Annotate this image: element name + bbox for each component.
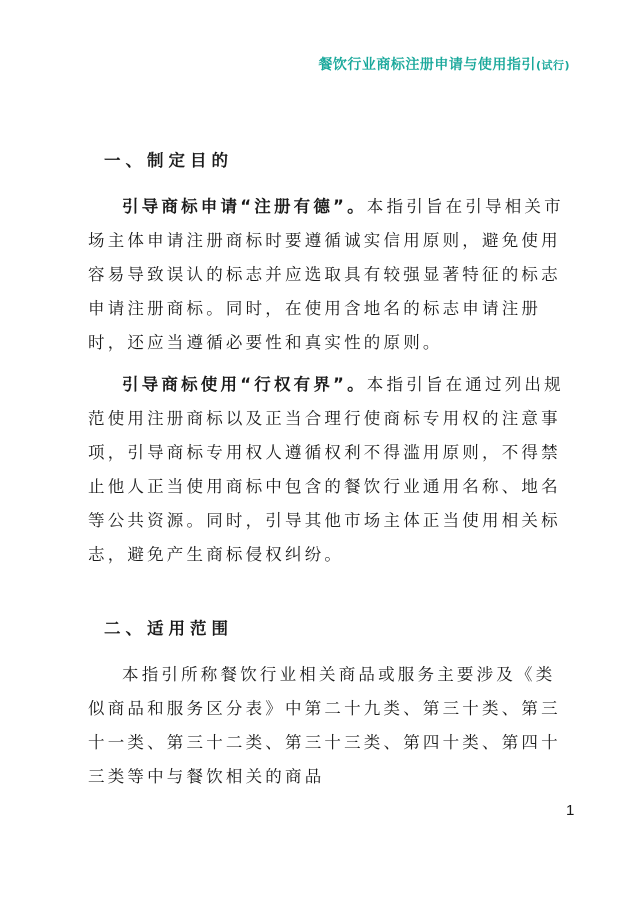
paragraph-text: 本指引所称餐饮行业相关商品或服务主要涉及《类似商品和服务区分表》中第二十九类、第三十类、第三十一类、第三十二类、第三十三类、第四十类、第四十三类等中与餐饮相关的商品 xyxy=(88,665,561,786)
header-suffix: (试行) xyxy=(535,59,570,72)
paragraph-text: 本指引旨在引导相关市场主体申请注册商标时要遵循诚实信用原则，避免使用容易导致误认的标志并应选取具有较强显著特征的标志申请注册商标。同时，在使用含地名的标志申请注册时，还应当遵循必要性和真实性的原则。 xyxy=(88,197,564,352)
paragraph-registration-guidance xyxy=(88,190,568,360)
running-header xyxy=(318,54,570,74)
paragraph-usage-guidance xyxy=(88,368,568,572)
paragraph-text: 本指引旨在通过列出规范使用注册商标以及正当合理行使商标专用权的注意事项，引导商标专用权人遵循权利不得滥用原则，不得禁止他人正当使用商标中包含的餐饮行业通用名称、地名等公共资源。同时，引导其他市场主体正当使用相关标志，避免产生商标侵权纠纷。 xyxy=(88,375,564,564)
paragraph-scope xyxy=(88,658,568,794)
paragraph-lead: 引导商标使用“行权有界”。 xyxy=(122,375,367,394)
section-heading-scope: 二、适用范围 xyxy=(104,619,233,638)
header-title: 餐饮行业商标注册申请与使用指引 xyxy=(318,57,536,73)
section-heading-purpose: 一、制定目的 xyxy=(104,151,233,170)
page-number: 1 xyxy=(566,802,575,819)
document-body xyxy=(88,140,568,794)
paragraph-lead: 引导商标申请“注册有德”。 xyxy=(122,197,367,216)
